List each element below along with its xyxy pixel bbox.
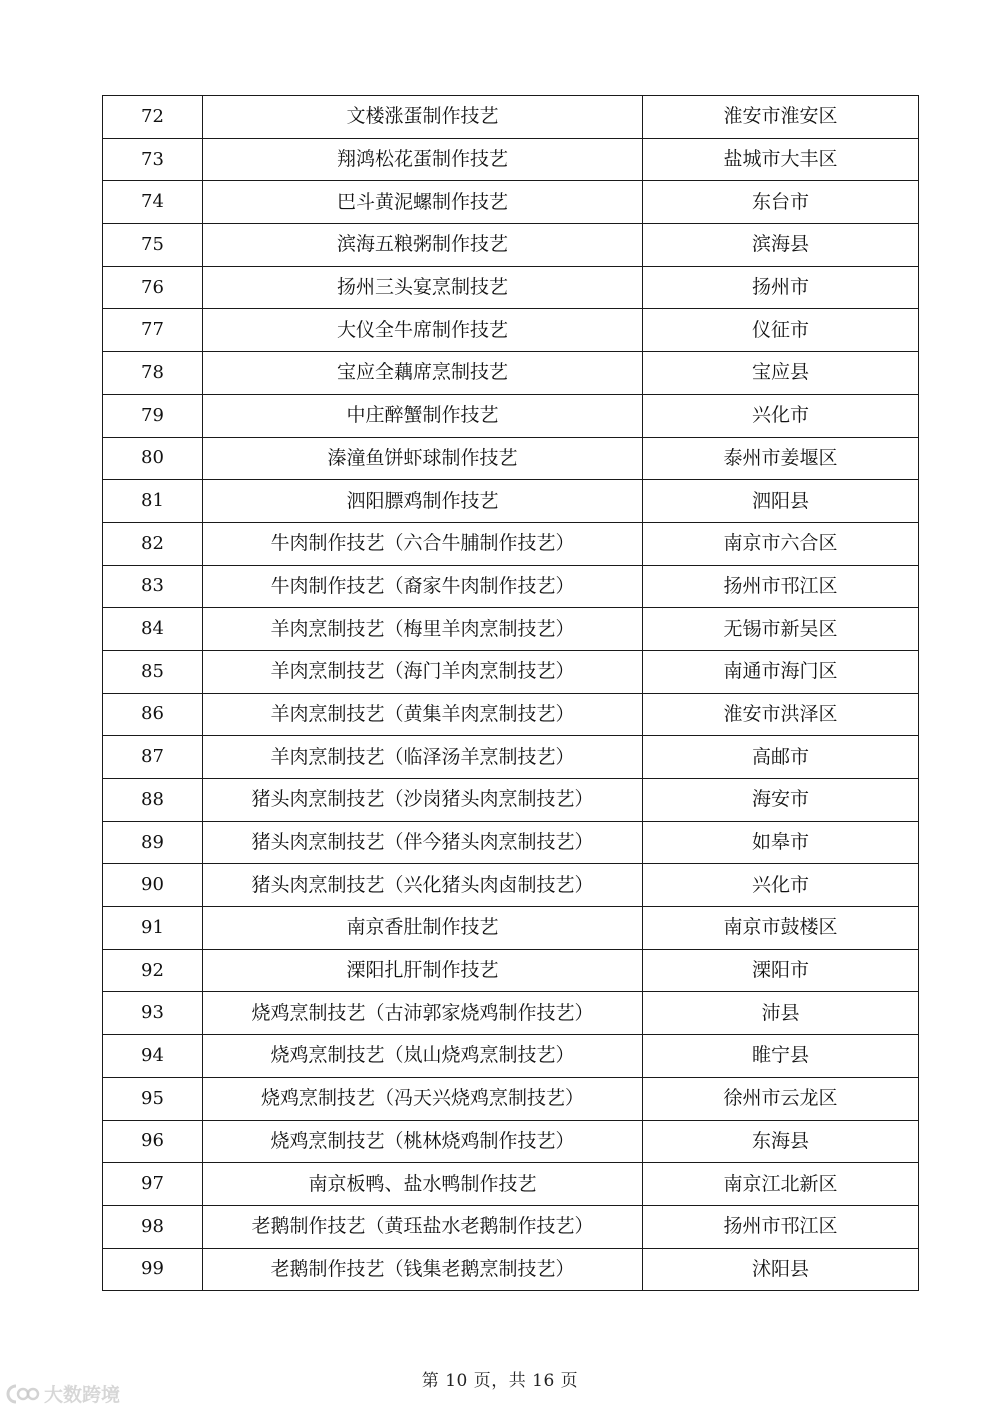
- item-name: 溧阳扎肝制作技艺: [203, 949, 643, 992]
- item-name: 羊肉烹制技艺（临泽汤羊烹制技艺）: [203, 736, 643, 779]
- row-number: 77: [103, 309, 203, 352]
- watermark: [6, 1380, 120, 1407]
- row-number: 85: [103, 650, 203, 693]
- table-row: [103, 309, 919, 352]
- item-region: 扬州市邗江区: [643, 1205, 919, 1248]
- row-number: 78: [103, 352, 203, 395]
- row-number: 93: [103, 992, 203, 1035]
- item-name: 扬州三头宴烹制技艺: [203, 266, 643, 309]
- item-name: 文楼涨蛋制作技艺: [203, 96, 643, 139]
- item-region: 南通市海门区: [643, 650, 919, 693]
- table-row: [103, 650, 919, 693]
- item-name: 烧鸡烹制技艺（岚山烧鸡烹制技艺）: [203, 1035, 643, 1078]
- item-region: 东海县: [643, 1120, 919, 1163]
- table-row: [103, 1120, 919, 1163]
- row-number: 97: [103, 1163, 203, 1206]
- item-name: 翔鸿松花蛋制作技艺: [203, 138, 643, 181]
- item-name: 中庄醉蟹制作技艺: [203, 394, 643, 437]
- row-number: 83: [103, 565, 203, 608]
- item-region: 高邮市: [643, 736, 919, 779]
- table-row: [103, 394, 919, 437]
- item-name: 牛肉制作技艺（六合牛脯制作技艺）: [203, 522, 643, 565]
- item-region: 泗阳县: [643, 480, 919, 523]
- table-row: [103, 138, 919, 181]
- row-number: 76: [103, 266, 203, 309]
- row-number: 82: [103, 522, 203, 565]
- item-region: 睢宁县: [643, 1035, 919, 1078]
- item-region: 淮安市洪泽区: [643, 693, 919, 736]
- item-region: 东台市: [643, 181, 919, 224]
- table-row: [103, 907, 919, 950]
- item-region: 溧阳市: [643, 949, 919, 992]
- row-number: 89: [103, 821, 203, 864]
- row-number: 91: [103, 907, 203, 950]
- row-number: 87: [103, 736, 203, 779]
- item-name: 牛肉制作技艺（裔家牛肉制作技艺）: [203, 565, 643, 608]
- item-region: 南京市六合区: [643, 522, 919, 565]
- item-name: 泗阳膘鸡制作技艺: [203, 480, 643, 523]
- item-region: 宝应县: [643, 352, 919, 395]
- row-number: 92: [103, 949, 203, 992]
- row-number: 86: [103, 693, 203, 736]
- item-name: 羊肉烹制技艺（黄集羊肉烹制技艺）: [203, 693, 643, 736]
- item-region: 泰州市姜堰区: [643, 437, 919, 480]
- item-name: 南京板鸭、盐水鸭制作技艺: [203, 1163, 643, 1206]
- item-region: 南京江北新区: [643, 1163, 919, 1206]
- item-name: 猪头肉烹制技艺（伴今猪头肉烹制技艺）: [203, 821, 643, 864]
- item-region: 如皋市: [643, 821, 919, 864]
- row-number: 80: [103, 437, 203, 480]
- item-name: 烧鸡烹制技艺（冯天兴烧鸡烹制技艺）: [203, 1077, 643, 1120]
- item-name: 猪头肉烹制技艺（兴化猪头肉卤制技艺）: [203, 864, 643, 907]
- table-row: [103, 565, 919, 608]
- table-body: [103, 96, 919, 1291]
- table-row: [103, 608, 919, 651]
- item-name: 烧鸡烹制技艺（古沛郭家烧鸡制作技艺）: [203, 992, 643, 1035]
- table-row: [103, 181, 919, 224]
- page-footer: 第 10 页，共 16 页: [421, 1371, 579, 1391]
- table-row: [103, 1163, 919, 1206]
- item-region: 兴化市: [643, 864, 919, 907]
- watermark-text: 大数跨境: [44, 1384, 121, 1406]
- item-region: 南京市鼓楼区: [643, 907, 919, 950]
- item-name: 羊肉烹制技艺（海门羊肉烹制技艺）: [203, 650, 643, 693]
- item-region: 海安市: [643, 779, 919, 822]
- item-name: 大仪全牛席制作技艺: [203, 309, 643, 352]
- row-number: 88: [103, 779, 203, 822]
- row-number: 84: [103, 608, 203, 651]
- watermark-logo-icon: [6, 1383, 40, 1405]
- row-number: 73: [103, 138, 203, 181]
- table-row: [103, 266, 919, 309]
- row-number: 74: [103, 181, 203, 224]
- table-row: [103, 1205, 919, 1248]
- item-name: 猪头肉烹制技艺（沙岗猪头肉烹制技艺）: [203, 779, 643, 822]
- heritage-list-table: [102, 95, 919, 1291]
- table-row: [103, 96, 919, 139]
- item-name: 溱潼鱼饼虾球制作技艺: [203, 437, 643, 480]
- row-number: 81: [103, 480, 203, 523]
- item-region: 扬州市邗江区: [643, 565, 919, 608]
- row-number: 94: [103, 1035, 203, 1078]
- table-row: [103, 1035, 919, 1078]
- row-number: 75: [103, 224, 203, 267]
- item-region: 沭阳县: [643, 1248, 919, 1291]
- item-name: 羊肉烹制技艺（梅里羊肉烹制技艺）: [203, 608, 643, 651]
- table-row: [103, 352, 919, 395]
- table-row: [103, 224, 919, 267]
- item-name: 宝应全藕席烹制技艺: [203, 352, 643, 395]
- table-row: [103, 1077, 919, 1120]
- row-number: 99: [103, 1248, 203, 1291]
- item-name: 老鹅制作技艺（黄珏盐水老鹅制作技艺）: [203, 1205, 643, 1248]
- item-name: 巴斗黄泥螺制作技艺: [203, 181, 643, 224]
- item-region: 徐州市云龙区: [643, 1077, 919, 1120]
- table-row: [103, 864, 919, 907]
- item-region: 沛县: [643, 992, 919, 1035]
- row-number: 98: [103, 1205, 203, 1248]
- table-row: [103, 736, 919, 779]
- item-region: 盐城市大丰区: [643, 138, 919, 181]
- item-name: 老鹅制作技艺（钱集老鹅烹制技艺）: [203, 1248, 643, 1291]
- row-number: 72: [103, 96, 203, 139]
- item-name: 南京香肚制作技艺: [203, 907, 643, 950]
- table-row: [103, 949, 919, 992]
- row-number: 79: [103, 394, 203, 437]
- item-name: 滨海五粮粥制作技艺: [203, 224, 643, 267]
- item-name: 烧鸡烹制技艺（桃林烧鸡制作技艺）: [203, 1120, 643, 1163]
- row-number: 96: [103, 1120, 203, 1163]
- table-row: [103, 1248, 919, 1291]
- table-row: [103, 522, 919, 565]
- item-region: 兴化市: [643, 394, 919, 437]
- row-number: 90: [103, 864, 203, 907]
- table-row: [103, 480, 919, 523]
- item-region: 扬州市: [643, 266, 919, 309]
- row-number: 95: [103, 1077, 203, 1120]
- table-row: [103, 437, 919, 480]
- item-region: 仪征市: [643, 309, 919, 352]
- item-region: 无锡市新吴区: [643, 608, 919, 651]
- table-row: [103, 693, 919, 736]
- table-row: [103, 821, 919, 864]
- item-region: 淮安市淮安区: [643, 96, 919, 139]
- item-region: 滨海县: [643, 224, 919, 267]
- table-row: [103, 779, 919, 822]
- table-row: [103, 992, 919, 1035]
